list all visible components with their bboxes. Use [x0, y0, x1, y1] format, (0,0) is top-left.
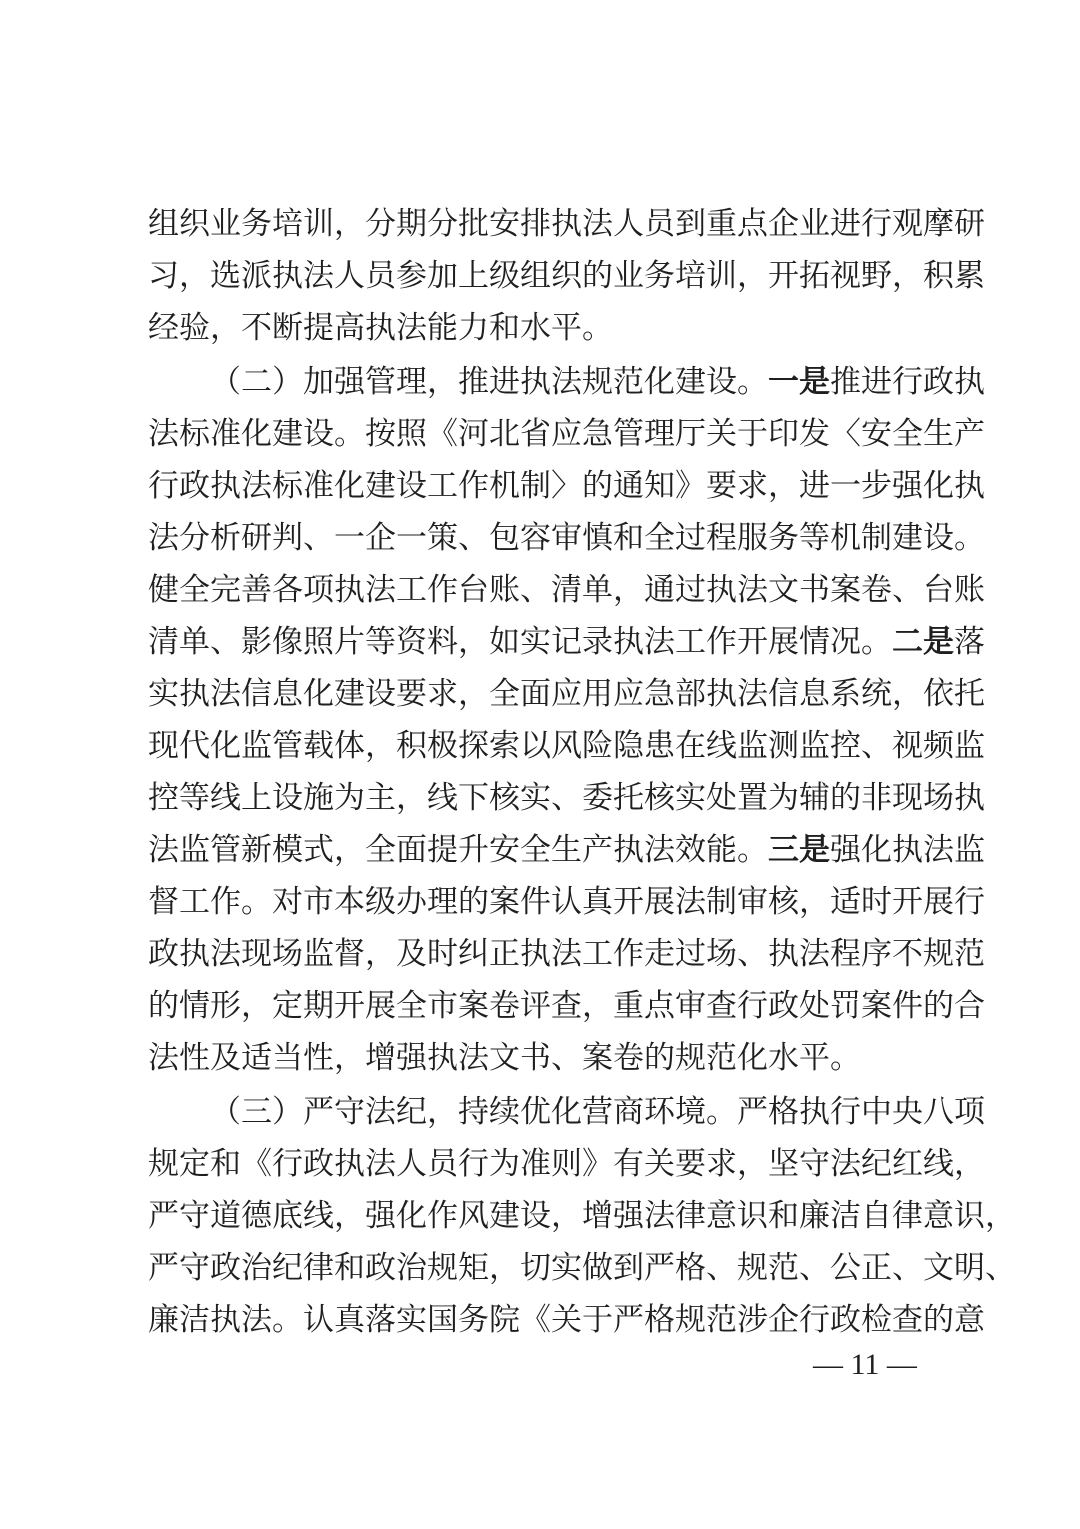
- page-number: — 11 —: [813, 1348, 917, 1381]
- body-line: [148, 199, 985, 249]
- bold-marker: 二是: [892, 624, 954, 660]
- text-segment: 强化执法监: [830, 832, 985, 868]
- body-line: [148, 409, 985, 459]
- body-line: [148, 1243, 1016, 1293]
- text-segment: 推进行政执: [830, 364, 985, 400]
- text-segment: 督工作。对市本级办理的案件认真开展法制审核，适时开展行: [148, 884, 985, 920]
- bold-marker: 一是: [768, 364, 830, 400]
- text-segment: 法标准化建设。按照《河北省应急管理厅关于印发〈安全生产: [148, 416, 985, 452]
- text-segment: 政执法现场监督，及时纠正执法工作走过场、执法程序不规范: [148, 936, 985, 972]
- text-segment: 习，选派执法人员参加上级组织的业务培训，开拓视野，积累: [148, 258, 985, 294]
- body-line: [148, 669, 985, 719]
- body-line: [148, 981, 985, 1031]
- text-segment: 法监管新模式，全面提升安全生产执法效能。: [148, 832, 768, 868]
- text-segment: （三）严守法纪，持续优化营商环境。严格执行中央八项: [210, 1094, 985, 1130]
- body-line: [148, 1139, 985, 1189]
- body-line: [148, 251, 985, 301]
- body-line: [148, 617, 985, 667]
- bold-marker: 三是: [768, 832, 830, 868]
- text-segment: 规定和《行政执法人员行为准则》有关要求，坚守法纪红线，: [148, 1146, 985, 1182]
- body-line: [148, 773, 985, 823]
- body-line: [148, 825, 985, 875]
- body-line: [148, 1295, 985, 1345]
- body-line: [148, 513, 985, 563]
- text-segment: 清单、影像照片等资料，如实记录执法工作开展情况。: [148, 624, 892, 660]
- section-heading-line: [210, 1087, 985, 1137]
- text-segment: 控等线上设施为主，线下核实、委托核实处置为辅的非现场执: [148, 780, 985, 816]
- text-segment: 组织业务培训，分期分批安排执法人员到重点企业进行观摩研: [148, 206, 985, 242]
- body-line: [148, 1191, 1016, 1241]
- text-segment: 健全完善各项执法工作台账、清单，通过执法文书案卷、台账: [148, 572, 985, 608]
- body-line: [148, 565, 985, 615]
- text-segment: 法分析研判、一企一策、包容审慎和全过程服务等机制建设。: [148, 520, 985, 556]
- body-line: [148, 1033, 948, 1083]
- body-line: [148, 303, 948, 353]
- text-segment: 法性及适当性，增强执法文书、案卷的规范化水平。: [148, 1040, 861, 1076]
- text-segment: 实执法信息化建设要求，全面应用应急部执法信息系统，依托: [148, 676, 985, 712]
- body-line: [148, 461, 985, 511]
- text-segment: 廉洁执法。认真落实国务院《关于严格规范涉企行政检查的意: [148, 1302, 985, 1338]
- body-line: [148, 721, 985, 771]
- body-line: [148, 877, 985, 927]
- text-segment: 严守道德底线，强化作风建设，增强法律意识和廉洁自律意识，: [148, 1198, 1016, 1234]
- text-segment: 现代化监管载体，积极探索以风险隐患在线监测监控、视频监: [148, 728, 985, 764]
- text-segment: 经验，不断提高执法能力和水平。: [148, 310, 613, 346]
- text-segment: 落: [954, 624, 985, 660]
- text-segment: 的情形，定期开展全市案卷评查，重点审查行政处罚案件的合: [148, 988, 985, 1024]
- section-heading-line: [210, 357, 985, 407]
- text-segment: （二）加强管理，推进执法规范化建设。: [210, 364, 768, 400]
- text-segment: 严守政治纪律和政治规矩，切实做到严格、规范、公正、文明、: [148, 1250, 1016, 1286]
- text-segment: 行政执法标准化建设工作机制〉的通知》要求，进一步强化执: [148, 468, 985, 504]
- body-line: [148, 929, 985, 979]
